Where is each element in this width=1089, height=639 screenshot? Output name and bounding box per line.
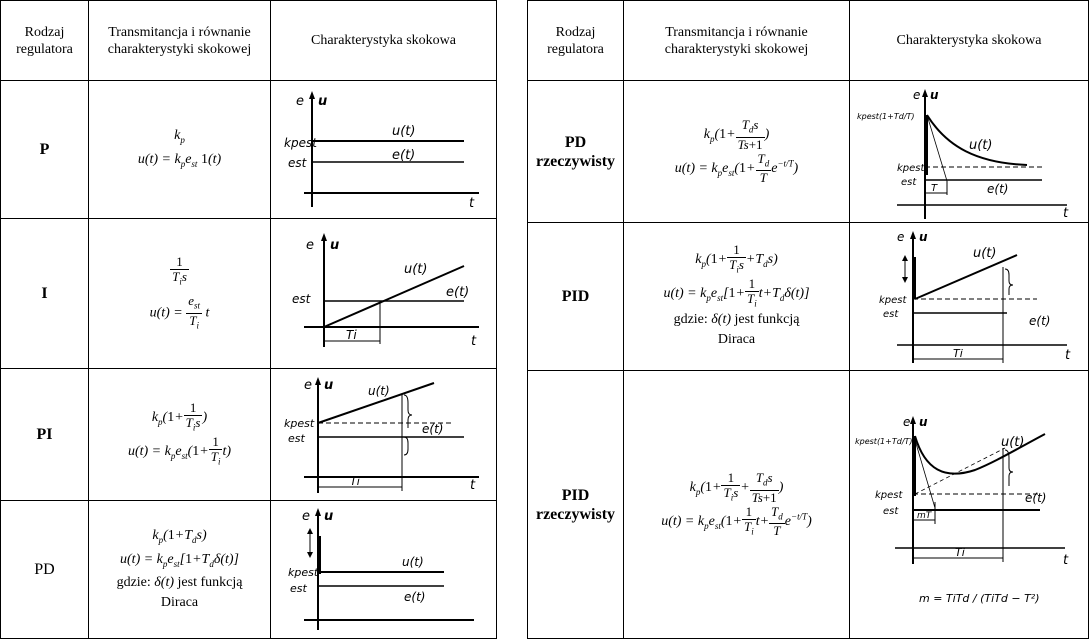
formula-pid: $k_p(1+$ $\frac{1}{T_is}$ $+T_ds$) $u(t) = k_pe_{st}[1+$ $\frac{1}{T_i}$ $t+T_d\delta(t)$] gdzie: δ(t) jest funkcją Diraca xyxy=(624,223,850,371)
svg-text:u: u xyxy=(930,87,939,102)
row-type-pi: PI xyxy=(1,369,89,501)
svg-text:e: e xyxy=(303,377,312,393)
svg-text:e: e xyxy=(897,229,905,244)
svg-text:u: u xyxy=(317,93,327,109)
row-type-pd: PD xyxy=(1,501,89,639)
row-type-pd-real: PD rzeczywisty xyxy=(528,81,624,223)
right-table xyxy=(527,0,1089,639)
step-plot-i xyxy=(271,219,497,369)
svg-text:u: u xyxy=(919,229,928,244)
header-step: Charakterystyka skokowa xyxy=(271,1,497,81)
svg-text:t: t xyxy=(1063,205,1069,219)
svg-text:e(t): e(t) xyxy=(391,147,415,163)
row-type-p: P xyxy=(1,81,89,219)
header-step-right: Charakterystyka skokowa xyxy=(850,1,1089,81)
svg-text:e(t): e(t) xyxy=(421,421,443,436)
svg-text:e: e xyxy=(305,237,314,253)
svg-text:est: est xyxy=(289,581,307,595)
svg-text:u(t): u(t) xyxy=(1001,434,1025,450)
svg-text:est: est xyxy=(883,505,899,517)
svg-text:u: u xyxy=(329,237,339,253)
svg-text:e(t): e(t) xyxy=(403,589,425,604)
svg-text:u(t): u(t) xyxy=(969,137,993,153)
svg-text:est: est xyxy=(883,308,899,320)
svg-text:kpest: kpest xyxy=(879,294,907,306)
formula-pid-real: $k_p(1+$ $\frac{1}{T_is}$ + $\frac{T_ds}{Ts+1}$ ) $u(t) = k_pe_{st}(1+$ $\frac{1}{T_i}$ t+ $\frac{T_d}{T}$ $e^{-t/T}$) xyxy=(624,371,850,639)
svg-text:u(t): u(t) xyxy=(391,123,415,139)
svg-text:u(t): u(t) xyxy=(367,383,390,398)
formula-p: $k_p$ $u(t) = k_pe_{st}$ 1(t) xyxy=(89,81,271,219)
svg-text:u(t): u(t) xyxy=(401,554,424,569)
svg-text:mT: mT xyxy=(917,510,932,521)
svg-text:kpest: kpest xyxy=(875,489,903,501)
svg-text:kpest: kpest xyxy=(287,565,318,579)
header-type: Rodzaj regulatora xyxy=(1,1,89,81)
header-transfer: Transmitancja i równanie charakterystyki skokowej xyxy=(89,1,271,81)
svg-text:kpest: kpest xyxy=(897,162,925,174)
svg-text:Ti: Ti xyxy=(955,545,965,559)
step-plot-p xyxy=(271,81,497,219)
svg-text:Ti: Ti xyxy=(953,346,963,360)
row-type-pid: PID xyxy=(528,223,624,371)
svg-text:e: e xyxy=(295,93,304,109)
row-type-i: I xyxy=(1,219,89,369)
left-table xyxy=(0,0,497,639)
svg-text:est: est xyxy=(287,431,305,445)
svg-text:e: e xyxy=(301,508,310,524)
svg-text:t: t xyxy=(1065,347,1071,363)
svg-text:e(t): e(t) xyxy=(445,284,469,300)
svg-text:kpest: kpest xyxy=(283,135,317,150)
step-plot-pi xyxy=(271,369,497,501)
svg-text:e(t): e(t) xyxy=(1025,490,1047,505)
svg-text:e(t): e(t) xyxy=(987,181,1009,196)
formula-pd-real: $k_p(1+$ $\frac{T_ds}{Ts+1}$ ) $u(t) = k_pe_{st}(1+$ $\frac{T_d}{T}$ $e^{-t/T}$) xyxy=(624,81,850,223)
svg-text:Ti: Ti xyxy=(345,327,357,342)
row-type-pid-real: PID rzeczywisty xyxy=(528,371,624,639)
svg-text:Ti: Ti xyxy=(349,474,360,488)
step-plot-pid-real xyxy=(850,371,1089,639)
svg-text:kpest(1+Td/T): kpest(1+Td/T) xyxy=(857,111,915,121)
svg-text:kpest(1+Td/T): kpest(1+Td/T) xyxy=(855,436,913,446)
svg-text:e: e xyxy=(913,87,921,102)
svg-text:e: e xyxy=(903,414,911,429)
header-transfer-right: Transmitancja i równanie charakterystyki skokowej xyxy=(624,1,850,81)
step-plot-pd xyxy=(271,501,497,639)
header-type-right: Rodzaj regulatora xyxy=(528,1,624,81)
svg-text:t: t xyxy=(468,195,474,211)
formula-m: m = TiTd / (TiTd − T²) xyxy=(919,591,1040,605)
step-plot-pd-real xyxy=(850,81,1089,223)
svg-text:u(t): u(t) xyxy=(403,261,427,277)
svg-text:T: T xyxy=(931,182,938,194)
svg-text:u: u xyxy=(323,508,333,524)
svg-text:kpest: kpest xyxy=(283,416,314,430)
svg-text:est: est xyxy=(287,155,306,170)
svg-text:t: t xyxy=(1063,552,1069,568)
formula-pi: $k_p(1+$ $\frac{1}{T_is}$ ) $u(t) = k_pe_{st}(1+$ $\frac{1}{T_i}$ t) xyxy=(89,369,271,501)
formula-i: $\frac{1}{T_is}$ u(t) = $\frac{e_{st}}{T_i}$ t xyxy=(89,219,271,369)
svg-text:u(t): u(t) xyxy=(973,245,997,261)
svg-text:u: u xyxy=(919,414,928,429)
svg-text:est: est xyxy=(291,291,310,306)
svg-text:t: t xyxy=(470,333,476,349)
svg-text:t: t xyxy=(469,477,475,493)
svg-text:e(t): e(t) xyxy=(1029,313,1051,328)
formula-pd: $k_p(1+T_ds)$ $u(t) = k_pe_{st}[1+T_d\delta(t)]$ gdzie: δ(t) jest funkcją Diraca xyxy=(89,501,271,639)
svg-text:est: est xyxy=(901,176,917,188)
step-plot-pid xyxy=(850,223,1089,371)
svg-text:u: u xyxy=(323,377,333,393)
